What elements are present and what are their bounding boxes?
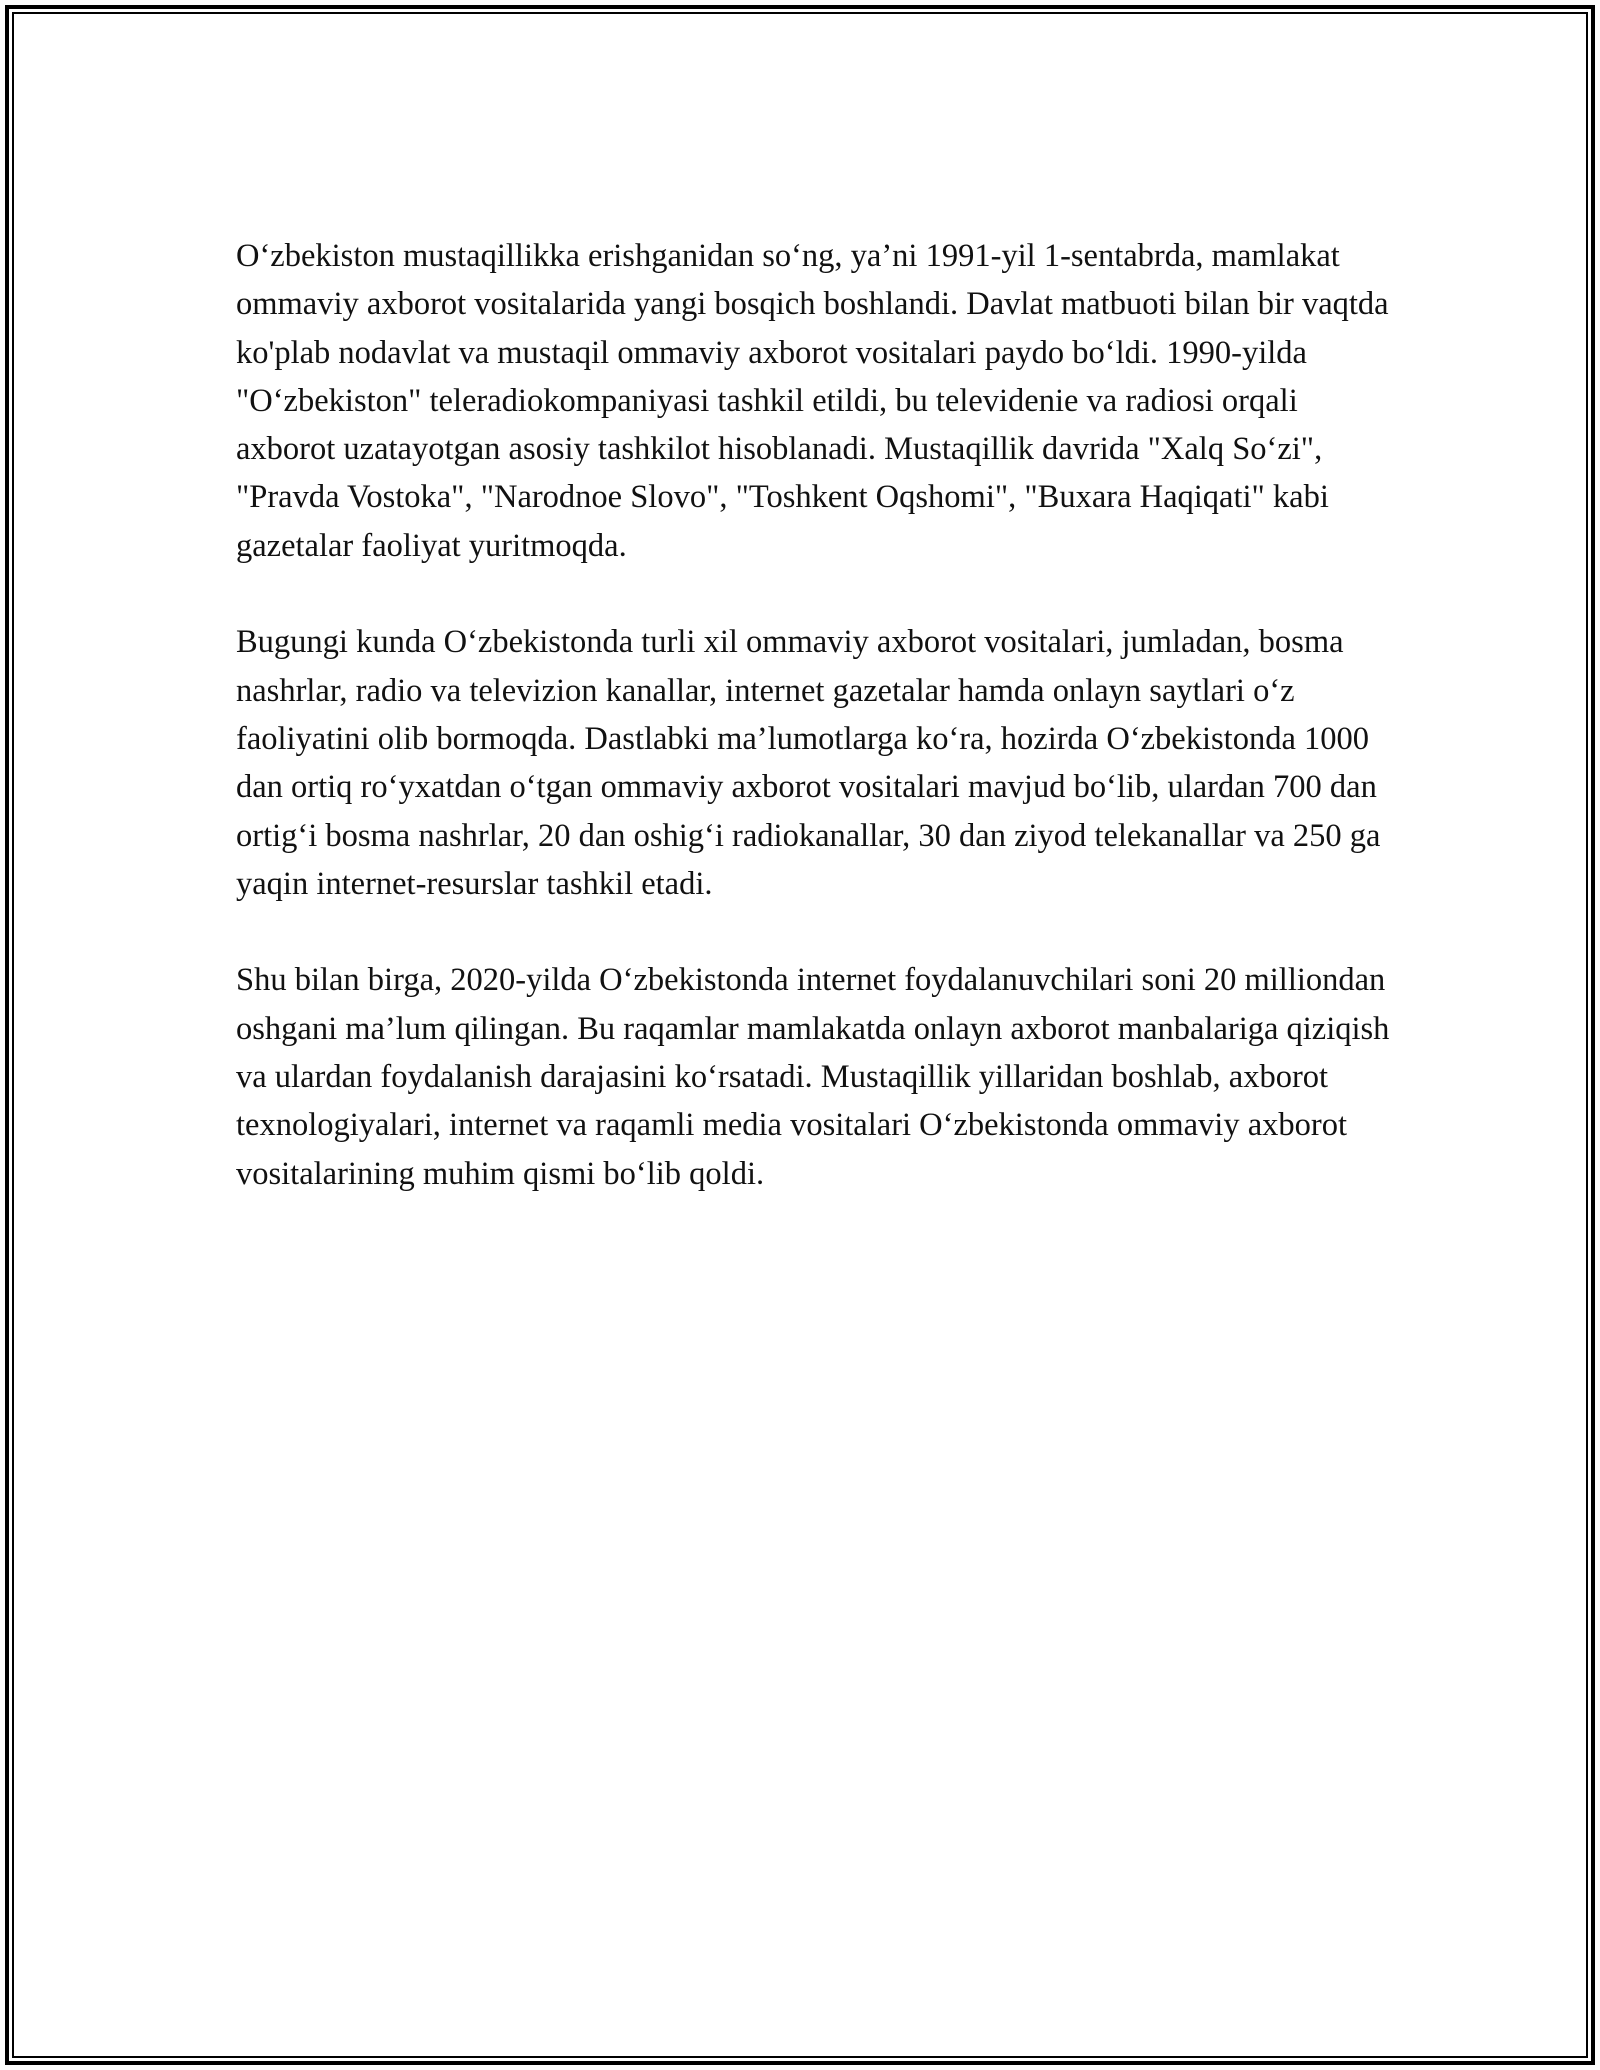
- paragraph-3: Shu bilan birga, 2020-yilda O‘zbekistonda internet foydalanuvchilari soni 20 milliondan oshgani ma’lum qilingan. Bu raqamlar mamlakatda onlayn axborot manbalariga qiziqish va ulardan foydalanish darajasini ko‘rsatadi. Mustaqillik yillaridan boshlab, axborot texnologiyalari, internet va raqamli media vositalari O‘zbekistonda ommaviy axborot vositalarining muhim qismi bo‘lib qoldi.: [236, 962, 1390, 1192]
- document-body: [236, 232, 1396, 1246]
- paragraph-2: Bugungi kunda O‘zbekistonda turli xil ommaviy axborot vositalari, jumladan, bosma nashrlar, radio va televizion kanallar, internet gazetalar hamda onlayn saytlari o‘z faoliyatini olib bormoqda. Dastlabki ma’lumotlarga ko‘ra, hozirda O‘zbekistonda 1000 dan ortiq ro‘yxatdan o‘tgan ommaviy axborot vositalari mavjud bo‘lib, ulardan 700 dan ortig‘i bosma nashrlar, 20 dan oshig‘i radiokanallar, 30 dan ziyod telekanallar va 250 ga yaqin internet-resurslar tashkil etadi.: [236, 624, 1381, 902]
- paragraph-1: O‘zbekiston mustaqillikka erishganidan so‘ng, ya’ni 1991-yil 1-sentabrda, mamlakat ommaviy axborot vositalarida yangi bosqich boshlandi. Davlat matbuoti bilan bir vaqtda ko'plab nodavlat va mustaqil ommaviy axborot vositalari paydo bo‘ldi. 1990-yilda "O‘zbekiston" teleradiokompaniyasi tashkil etildi, bu televidenie va radiosi orqali axborot uzatayotgan asosiy tashkilot hisoblanadi. Mustaqillik davrida "Xalq So‘zi", "Pravda Vostoka", "Narodnoe Slovo", "Toshkent Oqshomi", "Buxara Haqiqati" kabi gazetalar faoliyat yuritmoqda.: [236, 238, 1389, 564]
